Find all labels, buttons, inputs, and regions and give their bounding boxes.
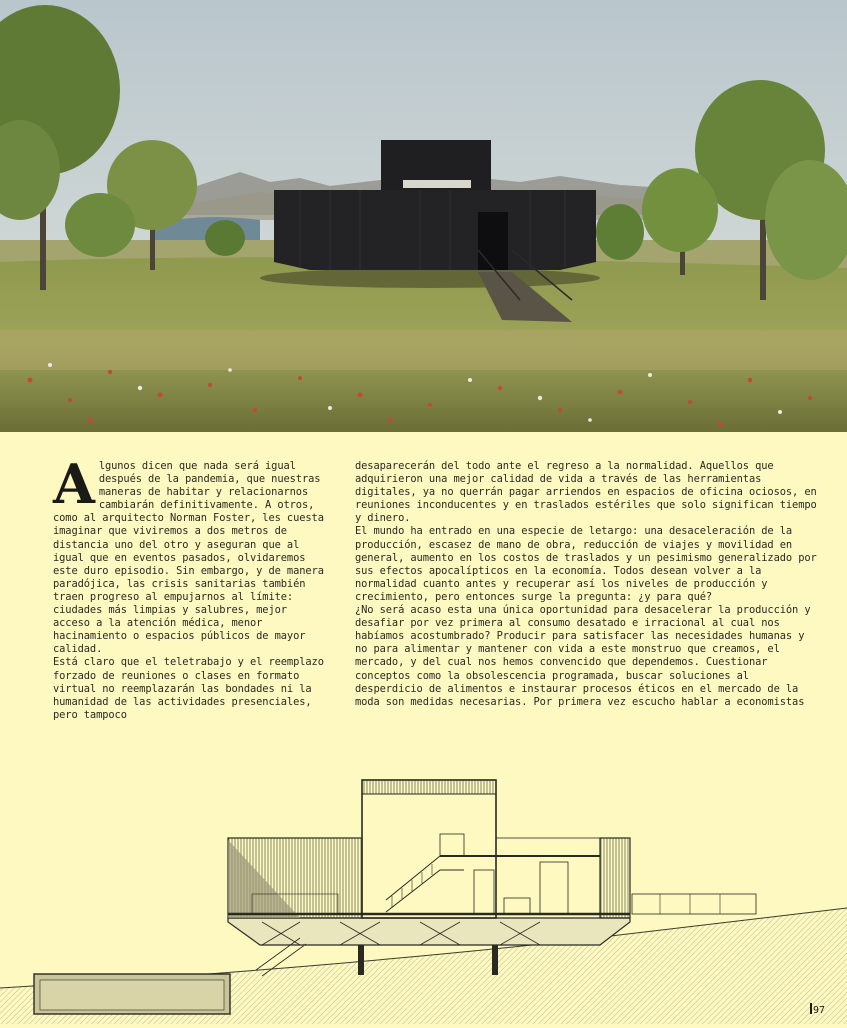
page-number: 97 <box>810 1003 825 1016</box>
dropcap: A <box>53 452 95 516</box>
article-column-left <box>53 452 328 722</box>
section-drawing <box>0 770 847 1024</box>
article-column-right <box>355 460 817 709</box>
paragraph: Está claro que el teletrabajo y el reemplazo forzado de reuniones o clases en formato virtual no reemplazarán las bondades ni la humanidad de las actividades presenciales, pero tampoco <box>53 656 324 721</box>
paragraph: desaparecerán del todo ante el regreso a la normalidad. Aquellos que adquirieron una mejor calidad de vida a través de las herramientas digitales, ya no querrán pagar arriendos en espacios de oficina ociosos, en reuniones inconducentes y en traslados estériles que solo significan tiempo y dinero. <box>355 460 817 525</box>
paragraph: lgunos dicen que nada será igual después de la pandemia, que nuestras maneras de habitar y relacionarnos cambiarán definitivamente. A otros, como al arquitecto Norman Foster, les cuesta imaginar que viviremos a dos metros de distancia uno del otro y aseguran que al igual que en eventos pasados, olvidaremos este duro episodio. Sin embargo, y de manera paradójica, las crisis sanitarias también traen progreso al empujarnos al límite: ciudades más limpias y salubres, mejor acceso a la atención médica, menor hacinamiento o espacios públicos de mayor calidad. <box>53 460 324 656</box>
paragraph: El mundo ha entrado en una especie de letargo: una desaceleración de la producción, escasez de mano de obra, reducción de viajes y movilidad en general, aumento en los costos de traslados y un pesimismo generalizado por sus efectos apocalípticos en la economía. Todos desean volver a la normalidad cuanto antes y recuperar así los niveles de producción y crecimiento, pero entonces surge la pregunta: ¿y para qué? <box>355 525 817 603</box>
paragraph: ¿No será acaso esta una única oportunidad para desacelerar la producción y desafiar por vez primera al consumo desatado e irracional al cual nos habíamos acostumbrado? Producir para satisfacer las necesidades humanas y no para alimentar y mantener con vida a este monstruo que creamos, el mercado, y del cual nos hemos convencido que dependemos. Cuestionar conceptos como la obsolescencia programada, buscar soluciones al desperdicio de alimentos e instaurar procesos éticos en el mercado de la moda son medidas necesarias. Por primera vez escucho hablar a economistas <box>355 604 811 708</box>
house-photo <box>0 0 847 432</box>
